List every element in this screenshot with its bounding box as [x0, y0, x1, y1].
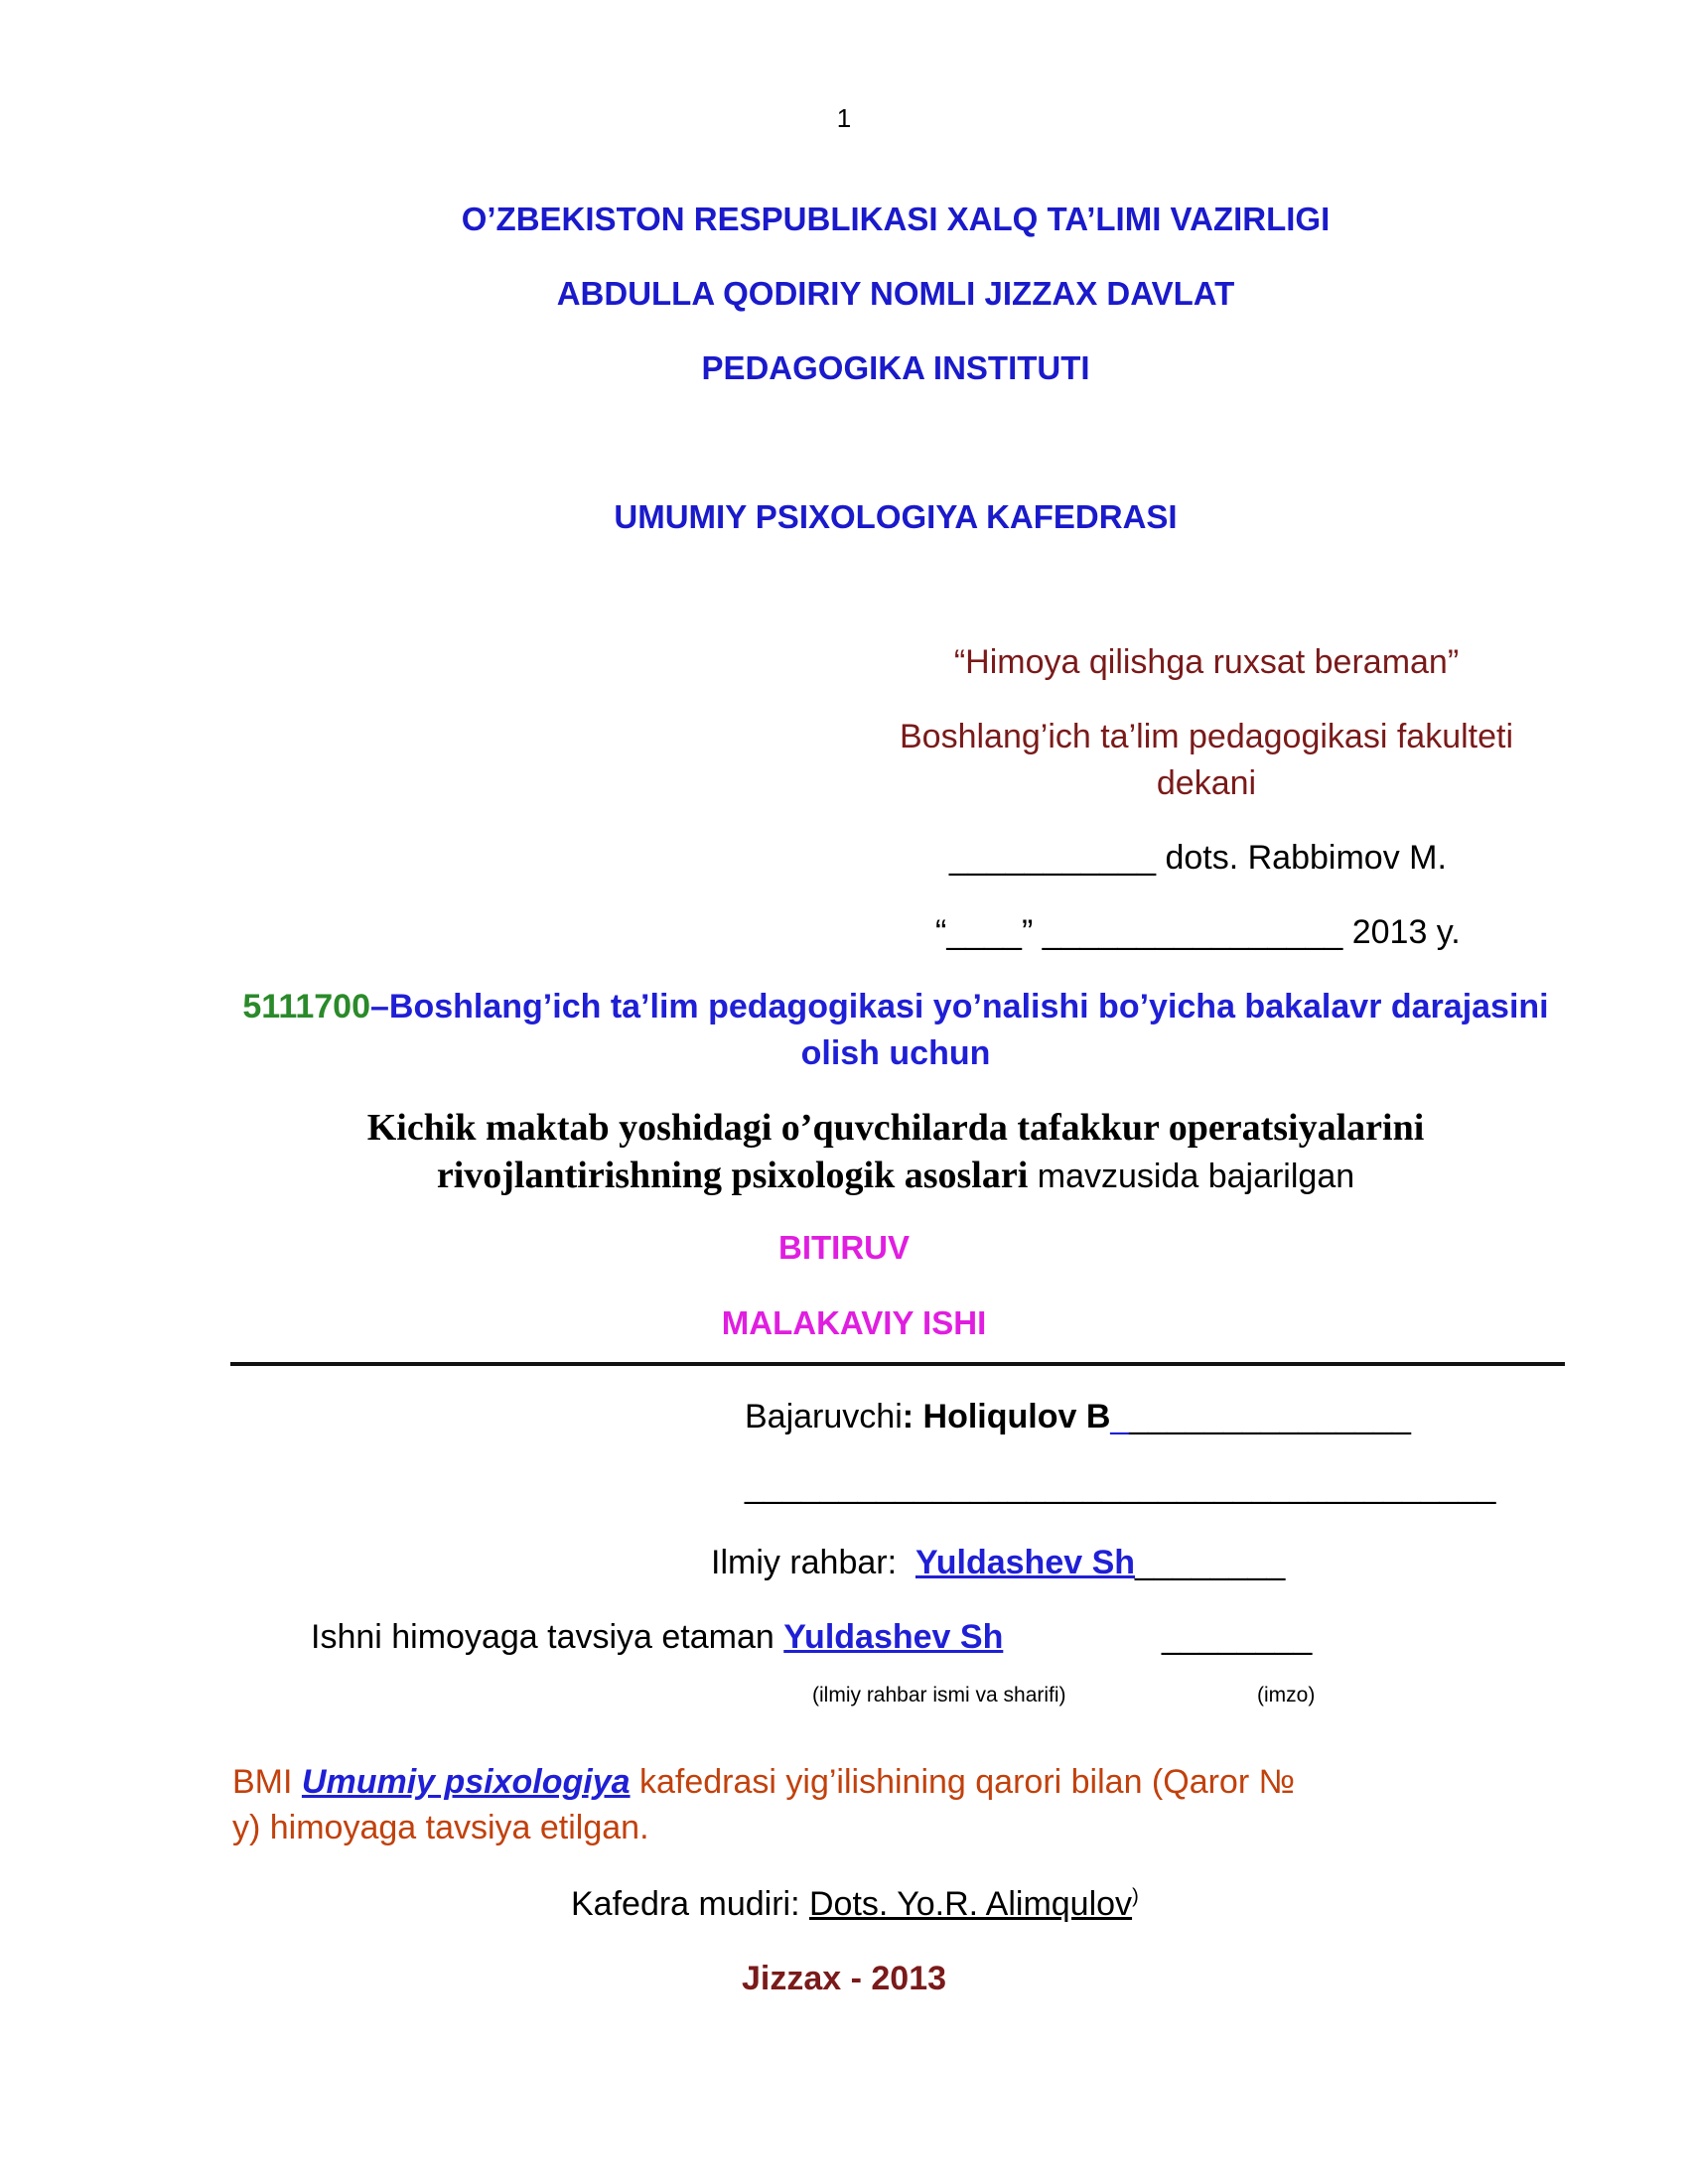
- decision-text: kafedrasi yig’ilishining qarori bilan (Qaror №: [630, 1763, 1296, 1801]
- recommend-label: Ishni himoyaga tavsiya etaman: [311, 1618, 784, 1656]
- dean-name: dots. Rabbimov M.: [1165, 839, 1447, 877]
- work-type-line1: BITIRUV: [778, 1229, 910, 1266]
- recommend-sign-blank: ________: [1162, 1618, 1313, 1656]
- head-label: Kafedra mudiri:: [571, 1885, 809, 1923]
- performer-underscore: _: [1110, 1398, 1130, 1435]
- supervisor-line: [711, 1544, 1285, 1582]
- institute-heading-line1: ABDULLA QODIRIY NOMLI JIZZAX DAVLAT: [556, 275, 1235, 312]
- signature-blank: ___________: [949, 839, 1157, 877]
- topic-title-end: rivojlantirishning psixologik asoslari: [436, 1155, 1029, 1196]
- approval-quote: “Himoya qilishga ruxsat beraman”: [953, 643, 1460, 681]
- supervisor-name-link[interactable]: Yuldashev Sh: [914, 1544, 1136, 1581]
- recommend-line: [311, 1618, 1003, 1657]
- supervisor-blank: ________: [1135, 1544, 1286, 1581]
- caption-supervisor-name: (ilmiy rahbar ismi va sharifi): [812, 1684, 1066, 1706]
- institute-heading-line2: PEDAGOGIKA INSTITUTI: [701, 349, 1090, 386]
- performer-blank: _______________: [1129, 1398, 1411, 1435]
- head-name: Dots. Yo.R. Alimqulov: [809, 1885, 1133, 1923]
- decision-prefix: BMI: [232, 1763, 302, 1801]
- footer-city-year: Jizzax - 2013: [741, 1960, 947, 1997]
- direction-line1: [52, 988, 1688, 1026]
- direction-text: –Boshlang’ich ta’lim pedagogikasi yo’nalishi bo’yicha bakalavr darajasini: [370, 988, 1549, 1025]
- topic-line1: Kichik maktab yoshidagi o’quvchilarda tafakkur operatsiyalarini: [366, 1107, 1425, 1149]
- caption-signature: (imzo): [1257, 1684, 1316, 1706]
- work-type-line2: MALAKAVIY ISHI: [721, 1304, 987, 1341]
- decision-dept-link[interactable]: Umumiy psixologiya: [301, 1763, 631, 1801]
- direction-line2: olish uchun: [800, 1034, 991, 1072]
- approval-date-line: “____” ________________ 2013 y.: [935, 913, 1461, 951]
- department-head-line: [571, 1885, 1139, 1924]
- page-number: 1: [836, 103, 852, 133]
- head-sup: ): [1132, 1885, 1139, 1908]
- decision-line1: [232, 1763, 1295, 1802]
- topic-line2: [52, 1154, 1688, 1197]
- approval-faculty-line1: Boshlang’ich ta’lim pedagogikasi fakulteti: [899, 718, 1514, 755]
- performer-line: [745, 1398, 1411, 1436]
- topic-suffix: mavzusida bajarilgan: [1028, 1158, 1355, 1195]
- direction-code: 5111700: [242, 988, 370, 1025]
- performer-extra-line: ________________________________________: [745, 1467, 1496, 1505]
- recommend-name-link[interactable]: Yuldashev Sh: [783, 1618, 1004, 1656]
- horizontal-divider: [230, 1362, 1565, 1366]
- supervisor-label: Ilmiy rahbar:: [711, 1544, 915, 1581]
- ministry-heading: O’ZBEKISTON RESPUBLIKASI XALQ TA’LIMI VAZIRLIGI: [461, 201, 1331, 237]
- performer-label: Bajaruvchi: [745, 1398, 903, 1435]
- dean-signature-line: [949, 839, 1447, 878]
- department-heading: UMUMIY PSIXOLOGIYA KAFEDRASI: [614, 498, 1178, 535]
- performer-name: Holiqulov B: [914, 1398, 1111, 1435]
- decision-line2: y) himoyaga tavsiya etilgan.: [232, 1809, 649, 1846]
- performer-colon: :: [902, 1398, 914, 1435]
- approval-faculty-line2: dekani: [1156, 764, 1257, 802]
